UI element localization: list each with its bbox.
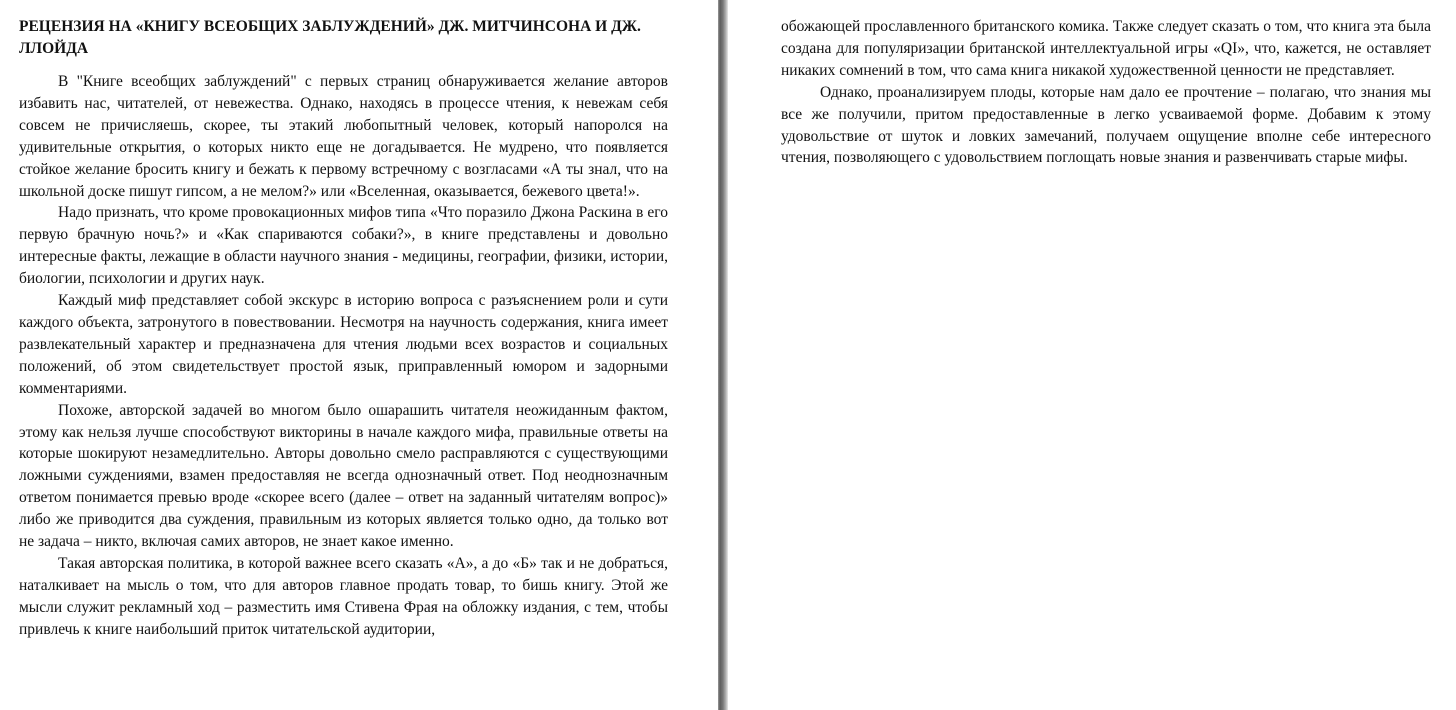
paragraph: Каждый миф представляет собой экскурс в историю вопроса с разъяснением роли и сути каждого объекта, затронутого в повествовании. Несмотря на научность содержания, книга имеет развлекательный характер и предназначена для чтения людьми всех возрастов и социальных положений, об этом свидетельствует простой язык, приправленный юмором и задорными комментариями. — [19, 292, 668, 397]
paragraph: Однако, проанализируем плоды, которые нам дало ее прочтение – полагаю, что знания мы все же получили, притом предоставленные в легко усваиваемой форме. Добавим к этому удовольствие от шуток и ловких замечаний, получаем ощущение вполне себе интересного чтения, позволяющего с удовольствием поглощать новые знания и развенчивать старые мифы. — [781, 83, 1431, 167]
document-page-left — [0, 0, 718, 710]
paragraph: Такая авторская политика, в которой важнее всего сказать «А», а до «Б» так и не добраться, наталкивает на мысль о том, что для авторов главное продать товар, то бишь книгу. Этой же мысли служит рекламный ход – разместить имя Стивена Фрая на обложку издания, с тем, чтобы привлечь к книге наибольший приток читательской аудитории, — [19, 554, 668, 638]
paragraph: Похоже, авторской задачей во многом было ошарашить читателя неожиданным фактом, этому как нельзя лучше способствуют викторины в начале каждого мифа, правильные ответы на которые шокируют незамедлительно. Авторы довольно смело расправляются с существующими ложными суждениями, взамен предоставляя не всегда однозначный ответ. Под неоднозначным ответом понимается превью вроде «скорее всего (далее – ответ на заданный читателям вопрос)» либо же приводится два суждения, правильным из которых является только одно, да только вот не задача – никто, включая самих авторов, не знает какое именно. — [19, 401, 668, 551]
paragraph: Надо признать, что кроме провокационных мифов типа «Что поразило Джона Раскина в его первую брачную ночь?» и «Как спариваются собаки?», в книге представлены и довольно интересные факты, лежащие в области научного знания - медицины, географии, физики, истории, биологии, психологии и других наук. — [19, 204, 668, 288]
document-page-right — [728, 0, 1456, 710]
document-title: РЕЦЕНЗИЯ НА «КНИГУ ВСЕОБЩИХ ЗАБЛУЖДЕНИЙ» ДЖ. МИТЧИНСОНА И ДЖ. ЛЛОЙДА — [19, 18, 641, 57]
paragraph-continuation: обожающей прославленного британского комика. Также следует сказать о том, что книга эта была создана для популяризации британской интеллектуальной игры «QI», что, кажется, не оставляет никаких сомнений в том, что сама книга никакой художественной ценности не представляет. — [781, 18, 1431, 79]
page-separator — [718, 0, 728, 710]
paragraph: В "Книге всеобщих заблуждений" с первых страниц обнаруживается желание авторов избавить нас, читателей, от невежества. Однако, находясь в процессе чтения, к невежам себя совсем не причисляешь, скорее, ты этакий любопытный человек, который напоролся на удивительные открытия, о которых никто еще не догадывается. Не мудрено, что появляется стойкое желание бросить книгу и бежать к первому встречному с возгласами «А ты знал, что на школьной доске пишут гипсом, а не мелом?» или «Вселенная, оказывается, бежевого цвета!». — [19, 73, 668, 200]
